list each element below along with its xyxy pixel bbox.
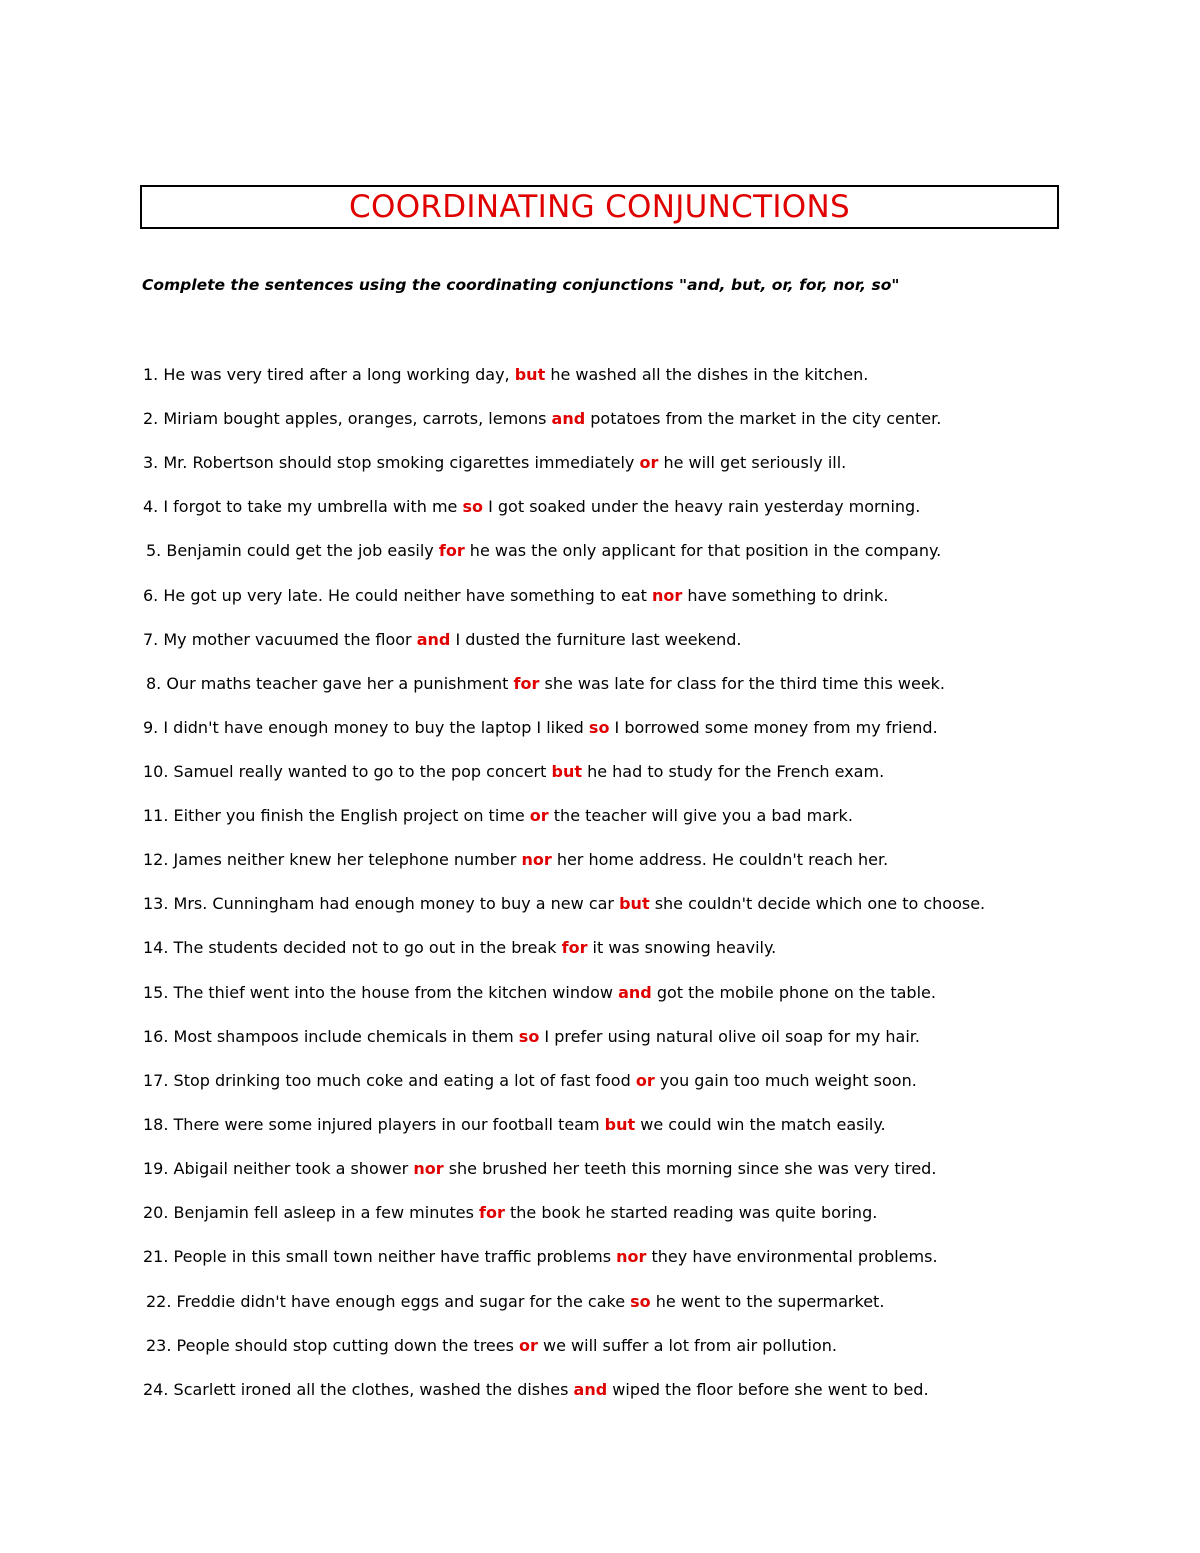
conjunction-answer: but [514, 365, 546, 384]
conjunction-answer: and [618, 983, 652, 1002]
conjunction-answer: so [588, 718, 610, 737]
sentence-number: 13. [143, 894, 174, 913]
sentence-text-before: Mrs. Cunningham had enough money to buy a new car [173, 894, 614, 913]
conjunction-answer: nor [652, 586, 683, 605]
conjunction-answer: so [462, 497, 483, 516]
sentence-text-before: Either you finish the English project on time [173, 806, 525, 825]
sentence-number: 1. [143, 365, 164, 384]
sentence-number: 20. [143, 1203, 174, 1222]
sentence-text-before: Benjamin could get the job easily [166, 541, 434, 560]
sentence-text-after: we will suffer a lot from air pollution. [543, 1336, 837, 1355]
conjunction-answer: so [518, 1027, 540, 1046]
sentence-number: 3. [143, 453, 164, 472]
sentence-item [143, 1071, 917, 1091]
sentence-number: 22. [146, 1292, 177, 1311]
sentence-text-before: Samuel really wanted to go to the pop concert [173, 762, 547, 781]
sentence-text-after: she was late for class for the third time this week. [544, 674, 946, 693]
sentence-number: 9. [143, 718, 164, 737]
sentence-text-before: He got up very late. He could neither have something to eat [163, 586, 647, 605]
sentence-text-after: he was the only applicant for that position in the company. [469, 541, 942, 560]
sentence-item [143, 1380, 929, 1400]
conjunction-answer: or [529, 806, 549, 825]
conjunction-answer: so [630, 1292, 651, 1311]
sentence-item [143, 938, 776, 958]
sentence-number: 24. [143, 1380, 174, 1399]
sentence-number: 18. [143, 1115, 174, 1134]
sentence-item [146, 1336, 837, 1356]
sentence-text-after: her home address. He couldn't reach her. [556, 850, 889, 869]
sentence-text-after: he will get seriously ill. [663, 453, 847, 472]
instruction-text: Complete the sentences using the coordinating conjunctions "and, but, or, for, nor, so" [142, 276, 900, 294]
conjunction-answer: but [604, 1115, 636, 1134]
sentence-number: 11. [143, 806, 174, 825]
sentence-item [143, 806, 853, 826]
sentence-item [143, 497, 920, 517]
sentence-text-after: she brushed her teeth this morning since she was very tired. [448, 1159, 937, 1178]
sentence-text-after: I prefer using natural olive oil soap for my hair. [544, 1027, 920, 1046]
sentence-text-before: Most shampoos include chemicals in them [173, 1027, 514, 1046]
sentence-item [143, 1203, 877, 1223]
sentence-text-before: Abigail neither took a shower [173, 1159, 409, 1178]
sentence-number: 8. [146, 674, 167, 693]
sentence-text-before: Stop drinking too much coke and eating a lot of fast food [173, 1071, 631, 1090]
sentence-text-after: the teacher will give you a bad mark. [553, 806, 853, 825]
sentence-text-after: have something to drink. [687, 586, 889, 605]
sentence-text-before: People in this small town neither have traffic problems [173, 1247, 612, 1266]
sentence-text-after: the book he started reading was quite boring. [509, 1203, 878, 1222]
sentence-item [143, 586, 888, 606]
sentence-text-before: Our maths teacher gave her a punishment [166, 674, 509, 693]
sentence-text-after: I dusted the furniture last weekend. [455, 630, 742, 649]
sentence-text-before: The thief went into the house from the kitchen window [173, 983, 613, 1002]
sentence-item [143, 983, 936, 1003]
conjunction-answer: and [416, 630, 451, 649]
sentence-number: 7. [143, 630, 164, 649]
sentence-item [143, 1027, 920, 1047]
conjunction-answer: for [479, 1203, 505, 1222]
sentence-item [143, 718, 938, 738]
sentence-text-before: People should stop cutting down the trees [176, 1336, 514, 1355]
sentence-text-after: you gain too much weight soon. [659, 1071, 917, 1090]
conjunction-answer: or [519, 1336, 538, 1355]
sentence-text-after: he washed all the dishes in the kitchen. [550, 365, 869, 384]
sentence-text-before: I didn't have enough money to buy the laptop I liked [163, 718, 584, 737]
page-title: COORDINATING CONJUNCTIONS [349, 189, 850, 225]
sentence-text-before: The students decided not to go out in the break [173, 938, 557, 957]
conjunction-answer: and [551, 409, 586, 428]
sentence-text-before: Miriam bought apples, oranges, carrots, lemons [163, 409, 547, 428]
title-box [140, 185, 1059, 229]
sentence-item [143, 1115, 886, 1135]
sentence-text-after: I borrowed some money from my friend. [614, 718, 938, 737]
sentence-number: 10. [143, 762, 174, 781]
conjunction-answer: or [639, 453, 659, 472]
sentence-number: 23. [146, 1336, 177, 1355]
sentence-text-before: Benjamin fell asleep in a few minutes [173, 1203, 474, 1222]
sentence-item [146, 541, 941, 561]
conjunction-answer: nor [413, 1159, 444, 1178]
conjunction-answer: or [635, 1071, 655, 1090]
sentence-text-after: potatoes from the market in the city center. [590, 409, 942, 428]
sentence-item [143, 1159, 936, 1179]
sentence-number: 12. [143, 850, 174, 869]
conjunction-answer: for [438, 541, 465, 560]
sentence-item [143, 365, 868, 385]
sentence-text-after: wiped the floor before she went to bed. [612, 1380, 929, 1399]
sentence-text-before: Freddie didn't have enough eggs and sugar for the cake [176, 1292, 626, 1311]
sentence-item [143, 1247, 938, 1267]
sentence-item [143, 762, 884, 782]
sentence-item [143, 894, 985, 914]
sentence-text-before: James neither knew her telephone number [173, 850, 517, 869]
sentence-text-after: they have environmental problems. [651, 1247, 938, 1266]
conjunction-answer: but [619, 894, 650, 913]
conjunction-answer: nor [521, 850, 552, 869]
sentence-item [143, 850, 888, 870]
sentence-item [146, 1292, 884, 1312]
sentence-text-before: He was very tired after a long working day, [163, 365, 510, 384]
sentence-text-after: got the mobile phone on the table. [656, 983, 936, 1002]
sentence-text-after: we could win the match easily. [640, 1115, 886, 1134]
sentence-text-after: it was snowing heavily. [592, 938, 777, 957]
sentence-item [143, 630, 741, 650]
sentence-number: 19. [143, 1159, 174, 1178]
conjunction-answer: nor [616, 1247, 647, 1266]
sentence-number: 6. [143, 586, 164, 605]
conjunction-answer: and [573, 1380, 608, 1399]
sentence-text-after: he went to the supermarket. [655, 1292, 885, 1311]
conjunction-answer: but [551, 762, 582, 781]
sentence-number: 4. [143, 497, 164, 516]
sentence-number: 2. [143, 409, 164, 428]
sentence-number: 15. [143, 983, 174, 1002]
sentence-item [146, 674, 945, 694]
sentence-number: 17. [143, 1071, 174, 1090]
sentence-number: 16. [143, 1027, 174, 1046]
sentence-item [143, 409, 941, 429]
sentence-text-before: There were some injured players in our football team [173, 1115, 600, 1134]
sentence-text-after: he had to study for the French exam. [587, 762, 885, 781]
sentence-text-before: Mr. Robertson should stop smoking cigarettes immediately [163, 453, 635, 472]
sentence-text-before: I forgot to take my umbrella with me [163, 497, 458, 516]
sentence-number: 14. [143, 938, 174, 957]
conjunction-answer: for [513, 674, 540, 693]
sentence-text-before: My mother vacuumed the floor [163, 630, 412, 649]
sentence-text-after: I got soaked under the heavy rain yesterday morning. [488, 497, 921, 516]
conjunction-answer: for [561, 938, 588, 957]
sentence-text-after: she couldn't decide which one to choose. [654, 894, 986, 913]
sentence-number: 5. [146, 541, 167, 560]
sentence-number: 21. [143, 1247, 174, 1266]
sentence-item [143, 453, 846, 473]
sentence-text-before: Scarlett ironed all the clothes, washed the dishes [173, 1380, 569, 1399]
